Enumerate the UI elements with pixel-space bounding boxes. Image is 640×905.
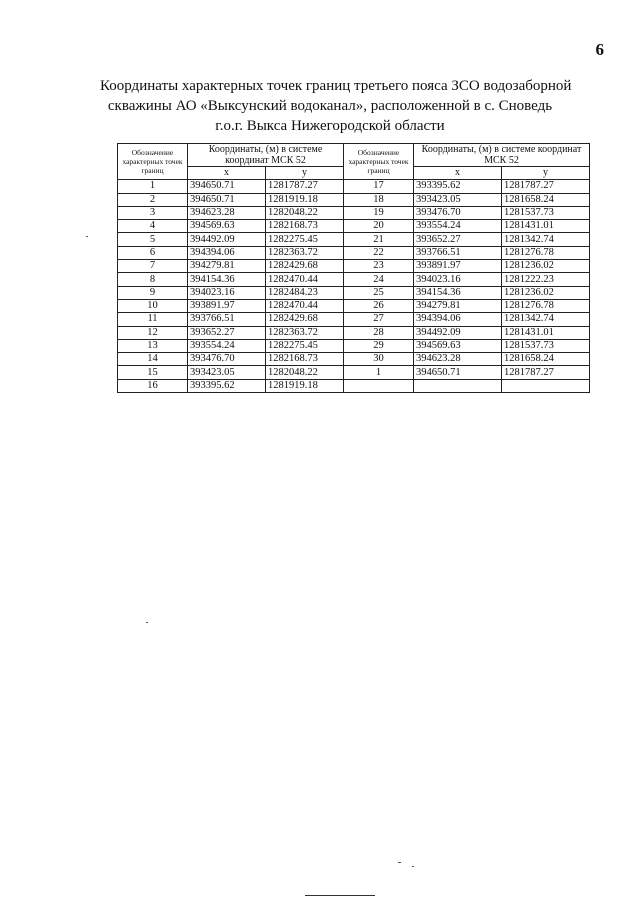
table-row [118,193,590,206]
x-value: 393891.97 [188,299,266,312]
table-row [118,379,590,392]
y-value: 1281919.18 [266,193,344,206]
point-number: 15 [118,366,188,379]
point-number: 27 [344,313,414,326]
x-value: 394394.06 [414,313,502,326]
point-number: 22 [344,246,414,259]
header-point-label-right: Обозначение характерных точек границ [344,144,414,180]
table-row [118,286,590,299]
point-number: 6 [118,246,188,259]
table-row [118,180,590,193]
point-number: 24 [344,273,414,286]
point-number: 12 [118,326,188,339]
point-number: 7 [118,260,188,273]
scan-speck [86,236,88,237]
scan-speck [398,862,401,863]
point-number: 5 [118,233,188,246]
y-value: 1281276.78 [502,246,590,259]
table-row [118,220,590,233]
point-number: 4 [118,220,188,233]
y-value: 1282363.72 [266,326,344,339]
point-number: 11 [118,313,188,326]
y-value: 1281236.02 [502,286,590,299]
y-value: 1282470.44 [266,299,344,312]
x-value: 394023.16 [414,273,502,286]
point-number: 21 [344,233,414,246]
x-value: 393766.51 [414,246,502,259]
y-value: 1281342.74 [502,313,590,326]
y-value: 1281537.73 [502,206,590,219]
x-value [414,379,502,392]
point-number: 19 [344,206,414,219]
point-number: 1 [344,366,414,379]
y-value: 1282168.73 [266,220,344,233]
point-number: 9 [118,286,188,299]
y-value: 1282429.68 [266,260,344,273]
header-coords-left: Координаты, (м) в системе координат МСК 52 [188,144,344,167]
table-row [118,206,590,219]
table-row [118,246,590,259]
table-row [118,233,590,246]
table-row [118,313,590,326]
document-title [100,76,572,136]
point-number: 14 [118,353,188,366]
y-value: 1281537.73 [502,339,590,352]
header-y-right: y [502,167,590,180]
y-value: 1282484.23 [266,286,344,299]
y-value: 1281787.27 [502,180,590,193]
point-number: 23 [344,260,414,273]
bottom-rule [305,895,375,896]
y-value: 1281658.24 [502,193,590,206]
y-value: 1282429.68 [266,313,344,326]
table-row [118,273,590,286]
y-value: 1281431.01 [502,220,590,233]
table-row [118,366,590,379]
point-number [344,379,414,392]
x-value: 393652.27 [188,326,266,339]
table-header-row [118,144,590,167]
y-value [502,379,590,392]
point-number: 26 [344,299,414,312]
y-value: 1281919.18 [266,379,344,392]
x-value: 394394.06 [188,246,266,259]
header-coords-right: Координаты, (м) в системе координат МСК 52 [414,144,590,167]
y-value: 1282168.73 [266,353,344,366]
x-value: 394492.09 [414,326,502,339]
table-row [118,339,590,352]
point-number: 13 [118,339,188,352]
header-point-label-left: Обозначение характерных точек границ [118,144,188,180]
title-line-1: Координаты характерных точек границ третьего пояса ЗСО водозаборной [100,78,572,94]
scan-speck [146,622,148,623]
x-value: 394569.63 [414,339,502,352]
point-number: 28 [344,326,414,339]
y-value: 1282275.45 [266,339,344,352]
y-value: 1281222.23 [502,273,590,286]
point-number: 17 [344,180,414,193]
page-number: 6 [595,40,604,59]
y-value: 1282048.22 [266,366,344,379]
x-value: 393395.62 [414,180,502,193]
table-row [118,299,590,312]
point-number: 2 [118,193,188,206]
x-value: 394279.81 [188,260,266,273]
y-value: 1282363.72 [266,246,344,259]
x-value: 394650.71 [414,366,502,379]
point-number: 8 [118,273,188,286]
point-number: 30 [344,353,414,366]
x-value: 393891.97 [414,260,502,273]
x-value: 393652.27 [414,233,502,246]
table-row [118,260,590,273]
y-value: 1282275.45 [266,233,344,246]
x-value: 393423.05 [188,366,266,379]
header-y-left: y [266,167,344,180]
x-value: 393554.24 [414,220,502,233]
point-number: 29 [344,339,414,352]
header-x-right: x [414,167,502,180]
x-value: 394623.28 [188,206,266,219]
x-value: 394023.16 [188,286,266,299]
x-value: 393554.24 [188,339,266,352]
table-row [118,353,590,366]
y-value: 1282470.44 [266,273,344,286]
x-value: 394279.81 [414,299,502,312]
title-line-3: г.о.г. Выкса Нижегородской области [215,118,445,134]
x-value: 394569.63 [188,220,266,233]
x-value: 393395.62 [188,379,266,392]
y-value: 1281276.78 [502,299,590,312]
x-value: 394650.71 [188,193,266,206]
x-value: 394154.36 [414,286,502,299]
y-value: 1281431.01 [502,326,590,339]
x-value: 393423.05 [414,193,502,206]
title-line-2: скважины АО «Выксунский водоканал», расположенной в с. Сноведь [107,98,553,114]
point-number: 18 [344,193,414,206]
coordinates-table [117,143,590,393]
x-value: 394650.71 [188,180,266,193]
x-value: 394492.09 [188,233,266,246]
y-value: 1281236.02 [502,260,590,273]
x-value: 394623.28 [414,353,502,366]
x-value: 394154.36 [188,273,266,286]
point-number: 1 [118,180,188,193]
scan-speck [412,866,414,867]
point-number: 3 [118,206,188,219]
point-number: 10 [118,299,188,312]
y-value: 1281787.27 [502,366,590,379]
y-value: 1281787.27 [266,180,344,193]
y-value: 1281658.24 [502,353,590,366]
y-value: 1281342.74 [502,233,590,246]
point-number: 25 [344,286,414,299]
x-value: 393476.70 [414,206,502,219]
header-x-left: x [188,167,266,180]
y-value: 1282048.22 [266,206,344,219]
point-number: 16 [118,379,188,392]
table-body [118,180,590,393]
x-value: 393766.51 [188,313,266,326]
table-row [118,326,590,339]
x-value: 393476.70 [188,353,266,366]
point-number: 20 [344,220,414,233]
